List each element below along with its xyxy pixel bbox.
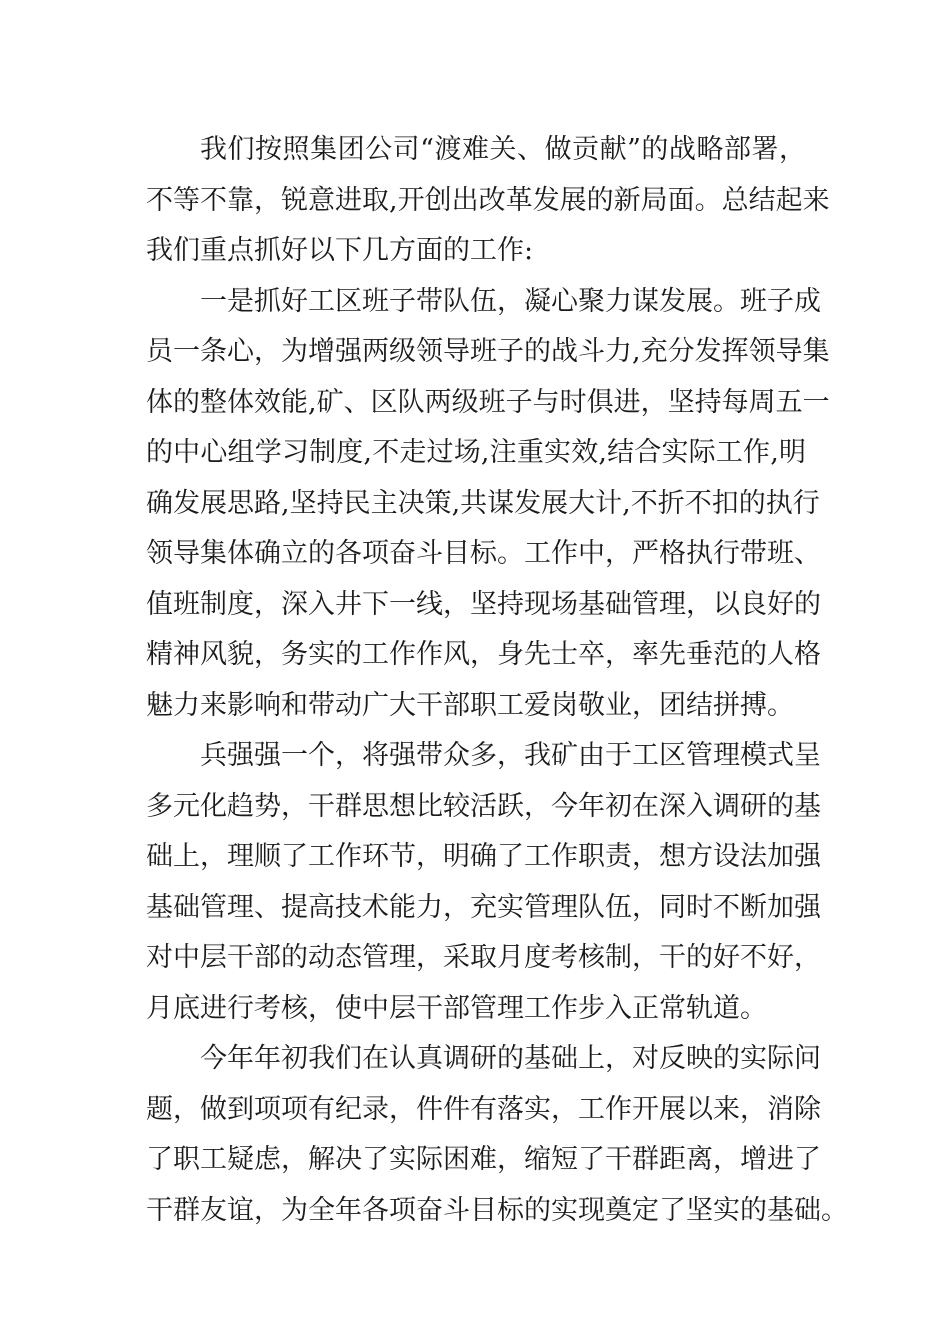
text-line: 魅力来影响和带动广大干部职工爱岗敬业，团结拼搏。 [146, 689, 794, 721]
text-line: 干群友谊，为全年各项奋斗目标的实现奠定了坚实的基础。 [146, 1194, 848, 1226]
text-line: 一是抓好工区班子带队伍，凝心聚力谋发展。班子成 [200, 285, 821, 317]
text-line: 对中层干部的动态管理，采取月度考核制，干的好不好， [146, 942, 821, 973]
paragraph-3 [146, 731, 821, 1034]
text-line: 精神风貌，务实的工作作风，身先士卒，率先垂范的人格 [146, 639, 821, 670]
text-line: 的中心组学习制度,不走过场,注重实效,结合实际工作,明 [146, 437, 806, 468]
paragraph-2 [146, 277, 830, 732]
text-line: 我们重点抓好以下几方面的工作: [146, 235, 534, 266]
text-line: 兵强强一个，将强带众多，我矿由于工区管理模式呈 [200, 740, 821, 771]
text-line: 不等不靠，锐意进取,开创出改革发展的新局面。总结起来 [146, 184, 830, 216]
text-line: 我们按照集团公司“渡难关、做贡献”的战略部署， [200, 134, 806, 165]
paragraph-4 [146, 1034, 848, 1236]
text-line: 月底进行考核，使中层干部管理工作步入正常轨道。 [146, 992, 767, 1024]
text-line: 值班制度，深入井下一线，坚持现场基础管理，以良好的 [146, 588, 821, 620]
text-line: 多元化趋势，干群思想比较活跃，今年初在深入调研的基 [146, 790, 821, 822]
text-line: 领导集体确立的各项奋斗目标。工作中，严格执行带班、 [146, 538, 821, 569]
text-line: 员一条心，为增强两级领导班子的战斗力,充分发挥领导集 [146, 336, 830, 367]
text-line: 确发展思路,坚持民主决策,共谋发展大计,不折不扣的执行 [146, 487, 820, 519]
document-body [146, 125, 848, 1236]
text-line: 体的整体效能,矿、区队两级班子与时俱进，坚持每周五一 [146, 386, 830, 418]
text-line: 础上，理顺了工作环节，明确了工作职责，想方设法加强 [146, 841, 821, 872]
text-line: 今年年初我们在认真调研的基础上，对反映的实际问 [200, 1043, 821, 1074]
text-line: 基础管理、提高技术能力，充实管理队伍，同时不断加强 [146, 891, 821, 923]
text-line: 题，做到项项有纪录，件件有落实，工作开展以来，消除 [146, 1093, 821, 1125]
text-line: 了职工疑虑，解决了实际困难，缩短了干群距离，增进了 [146, 1144, 821, 1175]
paragraph-1 [146, 125, 830, 277]
